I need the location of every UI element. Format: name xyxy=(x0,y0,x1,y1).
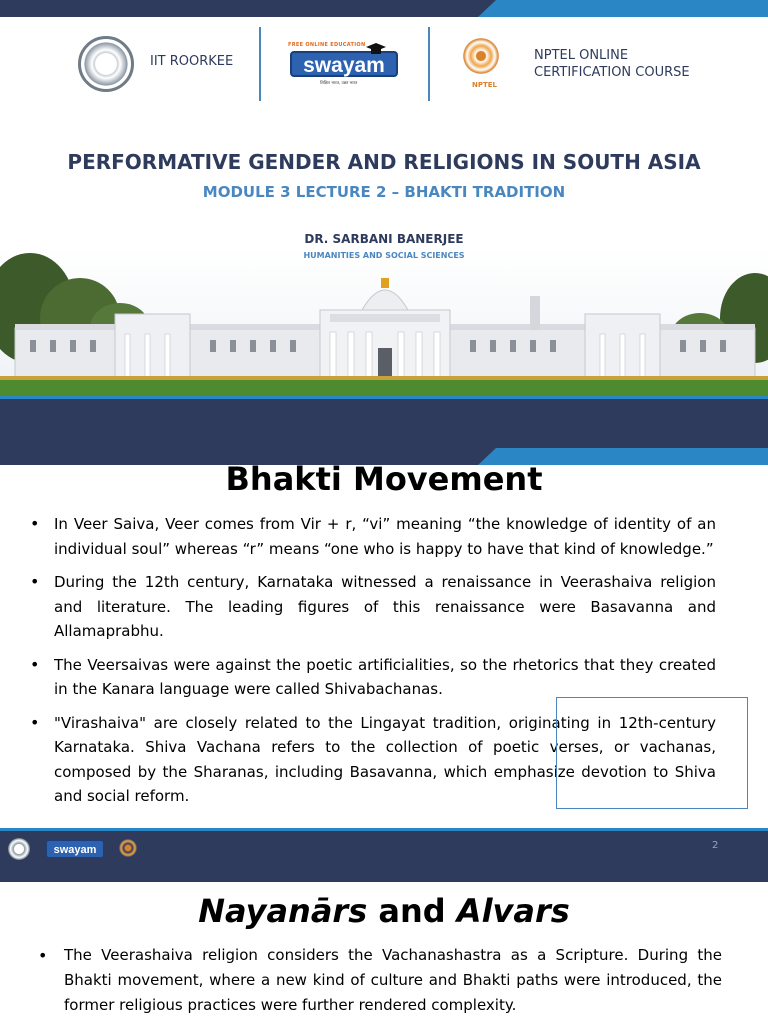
slide2-footer-stripe xyxy=(0,828,768,831)
header-divider-right xyxy=(428,27,430,101)
author-name: DR. SARBANI BANERJEE xyxy=(304,232,464,246)
iit-roorkee-logo xyxy=(78,36,134,92)
footer-swayam-logo: swayam xyxy=(46,840,104,858)
graduation-cap-icon xyxy=(366,40,386,50)
nptel-logo-text: NPTEL xyxy=(472,81,498,89)
page-number: 2 xyxy=(712,840,719,851)
slide3-title-and: and xyxy=(367,892,457,930)
slide2-bottom-bar xyxy=(0,869,768,882)
nptel-logo xyxy=(463,38,499,74)
campus-building-photo xyxy=(0,248,768,396)
slide1-bottom-stripe xyxy=(0,396,768,399)
slide3-title-nayanars: Nayanārs xyxy=(198,892,368,930)
bullet-item: • During the 12th century, Karnataka witnessed a renaissance in Veerashaiva religion and literature. The leading figures of this renaissance were Basavanna and Allamaprabhu. xyxy=(30,570,716,644)
nptel-course-label xyxy=(534,47,690,81)
slide1-top-bar-accent xyxy=(478,0,768,17)
bullet-item: • In Veer Saiva, Veer comes from Vir + r, “vi” meaning “the knowledge of identity of an individual soul” whereas “r” means “one who is happy to have that kind of knowledge.” xyxy=(30,512,716,561)
header-divider-left xyxy=(259,27,261,101)
department-name: HUMANITIES AND SOCIAL SCIENCES xyxy=(303,251,465,260)
course-title: PERFORMATIVE GENDER AND RELIGIONS IN SOUTH ASIA xyxy=(67,150,701,174)
slide1-bottom-bar xyxy=(0,396,768,448)
slide2-footer xyxy=(0,828,768,869)
footer-nptel-logo xyxy=(118,838,138,858)
swayam-subline: शिक्षित भारत, उन्नत भारत xyxy=(320,80,358,85)
module-title: MODULE 3 LECTURE 2 – BHAKTI TRADITION xyxy=(202,183,566,201)
iit-roorkee-label: IIT ROORKEE xyxy=(150,54,234,69)
nptel-label-line1: NPTEL ONLINE xyxy=(534,48,629,63)
slide3-title xyxy=(0,892,768,930)
text-selection-box[interactable] xyxy=(556,697,748,809)
swayam-tagline: FREE ONLINE EDUCATION xyxy=(288,42,366,48)
slide2-title: Bhakti Movement xyxy=(225,460,543,498)
footer-iit-logo xyxy=(8,838,30,860)
bullet-item: • The Veerashaiva religion considers the Vachanashastra as a Scripture. During the Bhakti movement, where a new kind of culture and Bhakti paths were introduced, the former religious practices were further rendered complexity. xyxy=(38,943,722,1018)
bullet-item: • The Veersaivas were against the poetic artificialities, so the rhetorics that they created in the Kanara language were called Shivabachanas. xyxy=(30,653,716,702)
swayam-wordmark: swayam xyxy=(290,51,398,77)
slide3-bullet-list xyxy=(38,943,722,1018)
slide3-title-alvars: Alvars xyxy=(456,892,570,930)
nptel-label-line2: CERTIFICATION COURSE xyxy=(534,65,690,80)
bullet-item: • "Virashaiva" are closely related to the Lingayat tradition, originating in 12th-century Karnataka. Shiva Vachana refers to the collection of poetic verses, or vachanas, composed by the Sharanas, including Basavanna, which emphasize devotion to Shiva and social reform. xyxy=(30,711,716,809)
